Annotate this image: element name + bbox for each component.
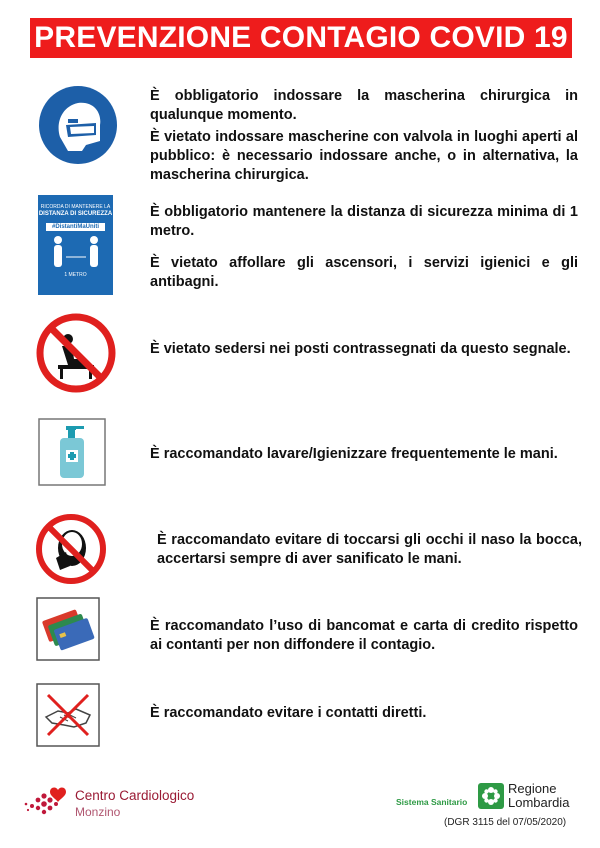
title-banner [30, 18, 572, 58]
lombardia-rose-icon [478, 783, 504, 809]
hand-sanitizer-icon [38, 418, 106, 486]
item-paragraph: È obbligatorio indossare la mascherina chirurgica in qualunque momento. [150, 88, 578, 123]
item-paragraph: È raccomandato evitare i contatti diretti. [150, 705, 427, 721]
sign-line-2: DISTANZA DI SICUREZZA [38, 211, 113, 217]
item-paragraph: È raccomandato lavare/Igienizzare frequentemente le mani. [150, 446, 558, 462]
social-distance-icon [38, 195, 113, 295]
item-text-2 [150, 203, 578, 292]
item-text-3 [150, 340, 578, 359]
mask-mandatory-icon [38, 85, 118, 165]
item-text-5 [157, 531, 582, 569]
region-line-2: Lombardia [508, 795, 570, 810]
dgr-reference: (DGR 3115 del 07/05/2020) [444, 817, 567, 828]
item-paragraph: È vietato indossare mascherine con valvola in luoghi aperti al pubblico: è necessario indossare anche, o in alternativa, la mascherina chirurgica. [150, 129, 578, 183]
item-paragraph: È vietato affollare gli ascensori, i servizi igienici e gli antibagni. [150, 255, 578, 290]
item-paragraph: È vietato sedersi nei posti contrassegnati da questo segnale. [150, 341, 571, 357]
sign-hashtag: #DistantiMaUniti [46, 223, 105, 231]
sign-meter: 1 METRO [64, 272, 87, 278]
no-touching-face-icon [36, 514, 106, 584]
item-text-1 [150, 87, 578, 185]
center-name: Centro Cardiologico [75, 788, 195, 803]
item-paragraph: È raccomandato l’uso di bancomat e carta di credito rispetto ai contanti per non diffondere il contagio. [150, 618, 578, 653]
page-title: PREVENZIONE CONTAGIO COVID 19 [34, 21, 568, 54]
regione-lombardia-logo [390, 780, 590, 840]
sign-line-1: RICORDA DI MANTENERE LA [40, 204, 111, 210]
center-sub: Monzino [75, 805, 121, 819]
item-text-7 [150, 704, 578, 723]
credit-cards-icon [36, 597, 100, 661]
monzino-heart-icon [22, 784, 70, 824]
item-paragraph: È raccomandato evitare di toccarsi gli occhi il naso la bocca, accertarsi sempre di aver sanificato le mani. [157, 532, 582, 567]
region-line-1: Regione [508, 781, 557, 796]
item-paragraph: È obbligatorio mantenere la distanza di sicurezza minima di 1 metro. [150, 204, 578, 239]
item-text-6 [150, 617, 578, 655]
no-handshake-icon [36, 683, 100, 747]
health-system-label: Sistema Sanitario [396, 797, 468, 807]
monzino-logo [18, 778, 208, 828]
item-text-4 [150, 445, 578, 464]
no-sitting-icon [36, 313, 116, 393]
